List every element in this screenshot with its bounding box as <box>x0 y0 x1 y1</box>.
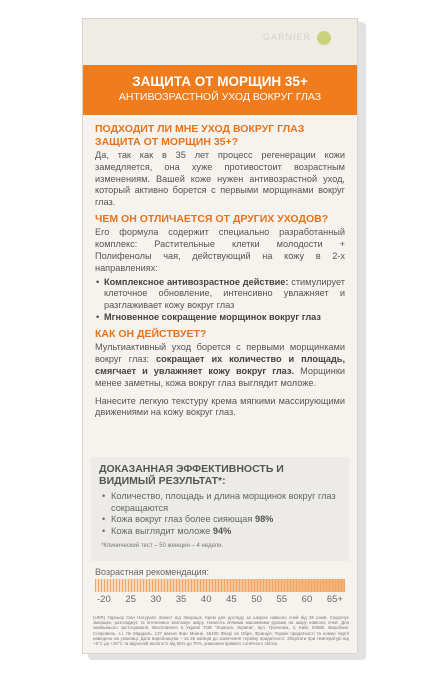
section2-bullets <box>95 277 345 324</box>
age-tick: 30 <box>150 594 162 605</box>
bullet-text: стимулирует клеточное обновление, интенсивно увлажняет и разглаживает кожу вокруг глаз <box>104 276 345 311</box>
text-span: Кожа выглядит моложе <box>111 525 213 536</box>
leaf-logo-icon <box>317 31 331 45</box>
bullet-bold: Комплексное антивозрастное действие: <box>104 276 289 287</box>
results-list <box>91 491 349 537</box>
section1-text: Да, так как в 35 лет процесс регенерации кожи замедляется, она хуже противостоит возрастным изменениям. Вашей коже нужен антивозрастной уход, который активно борется с первыми морщинами вокруг глаз. <box>95 150 345 208</box>
list-item <box>111 514 349 526</box>
text-span: Кожа вокруг глаз более сияющая <box>111 514 255 524</box>
legal-text: (UKR) Гарньєр Скін Натуралс Захист від Зморщок. Крем для догляду за шкірою навколо очей від 35 років. Скорочує зморщки, розгладжує та інтенсивно зволожує шкіру. Нанесіть м'якими масажними рухами на шкіру навколо очей. Для зовнішнього застосування. Виготовлено в Україні ТОВ "Лореаль Україна", вул. Грінченка, 4, Київ, 03680. Виробник: Сопровель, з.і. Ле Мардаль, 137 авеню Жан Монне, 45400 Флері ле Обре, Франція. Термін придатності та номер партії наведено на упаковці. Дата виробництва – за 36 місяців до закінчення терміну придатності. Зберігати при температурі від +5°С до +25°С та відносній вологості від 55% до 70%, уникаючи прямого сонячного світла. <box>93 615 349 647</box>
brand-name: GARNIER <box>262 32 311 42</box>
age-tick: 35 <box>175 594 187 605</box>
age-tick: 60 <box>301 594 313 605</box>
results-panel <box>91 457 349 561</box>
section2-text: Его формула содержит специально разработанный комплекс: Растительные клетки молодости + Полифенолы чая, действующий на кожу в 2-х направлениях: <box>95 227 345 273</box>
box-top-flap <box>83 19 357 66</box>
product-subtitle: АНТИВОЗРАСТНОЙ УХОД ВОКРУГ ГЛАЗ <box>118 91 322 103</box>
product-box-back <box>82 18 358 654</box>
section3-text2: Нанесите легкую текстуру крема мягкими массирующими движениями на кожу вокруг глаз. <box>95 395 345 418</box>
age-tick: 25 <box>125 594 136 605</box>
age-tick: 45 <box>226 594 237 605</box>
section1-heading: ПОДХОДИТ ЛИ МНЕ УХОД ВОКРУГ ГЛАЗ ЗАЩИТА ОТ МОРЩИН 35+? <box>95 123 305 148</box>
results-heading: ДОКАЗАННАЯ ЭФФЕКТИВНОСТЬ И ВИДИМЫЙ РЕЗУЛЬТАТ*: <box>99 463 284 487</box>
title-banner <box>83 65 357 115</box>
list-item <box>111 526 349 538</box>
age-label: Возрастная рекомендация: <box>95 567 210 577</box>
section3-heading: КАК ОН ДЕЙСТВУЕТ? <box>95 327 207 340</box>
age-tick: 65+ <box>326 594 343 605</box>
bold-span: сокращает их количество и площадь, смягчает и увлажняет кожу вокруг глаз. <box>95 354 346 376</box>
list-item: • Количество, площадь и длина морщинок вокруг глаз сокращаются <box>111 491 349 514</box>
age-tick: 40 <box>200 594 212 605</box>
age-tick: -20 <box>97 594 111 605</box>
bullet-bold: Мгновенное сокращение морщинок вокруг глаз <box>104 312 321 323</box>
description-content <box>95 119 345 421</box>
product-title: ЗАЩИТА ОТ МОРЩИН 35+ <box>132 74 308 89</box>
text-span: Морщинки менее заметны, кожа вокруг глаз выглядит моложе. <box>95 365 345 388</box>
list-item <box>104 312 345 324</box>
age-scale <box>97 594 343 605</box>
percent-value: 94% <box>212 525 232 536</box>
age-gradient-bar <box>95 579 345 592</box>
text-span: Мультиактивный уход борется с первыми морщинками вокруг глаз: <box>95 342 345 365</box>
age-recommendation <box>91 567 349 605</box>
age-tick: 50 <box>251 594 262 605</box>
section2-heading: ЧЕМ ОН ОТЛИЧАЕТСЯ ОТ ДРУГИХ УХОДОВ? <box>95 212 329 225</box>
section3-text1 <box>95 342 345 389</box>
percent-value: 98% <box>254 514 274 524</box>
clinical-note: *Клинический тест – 50 женщин – 4 недели. <box>101 543 224 549</box>
list-item <box>104 277 345 312</box>
age-tick: 55 <box>276 594 288 605</box>
